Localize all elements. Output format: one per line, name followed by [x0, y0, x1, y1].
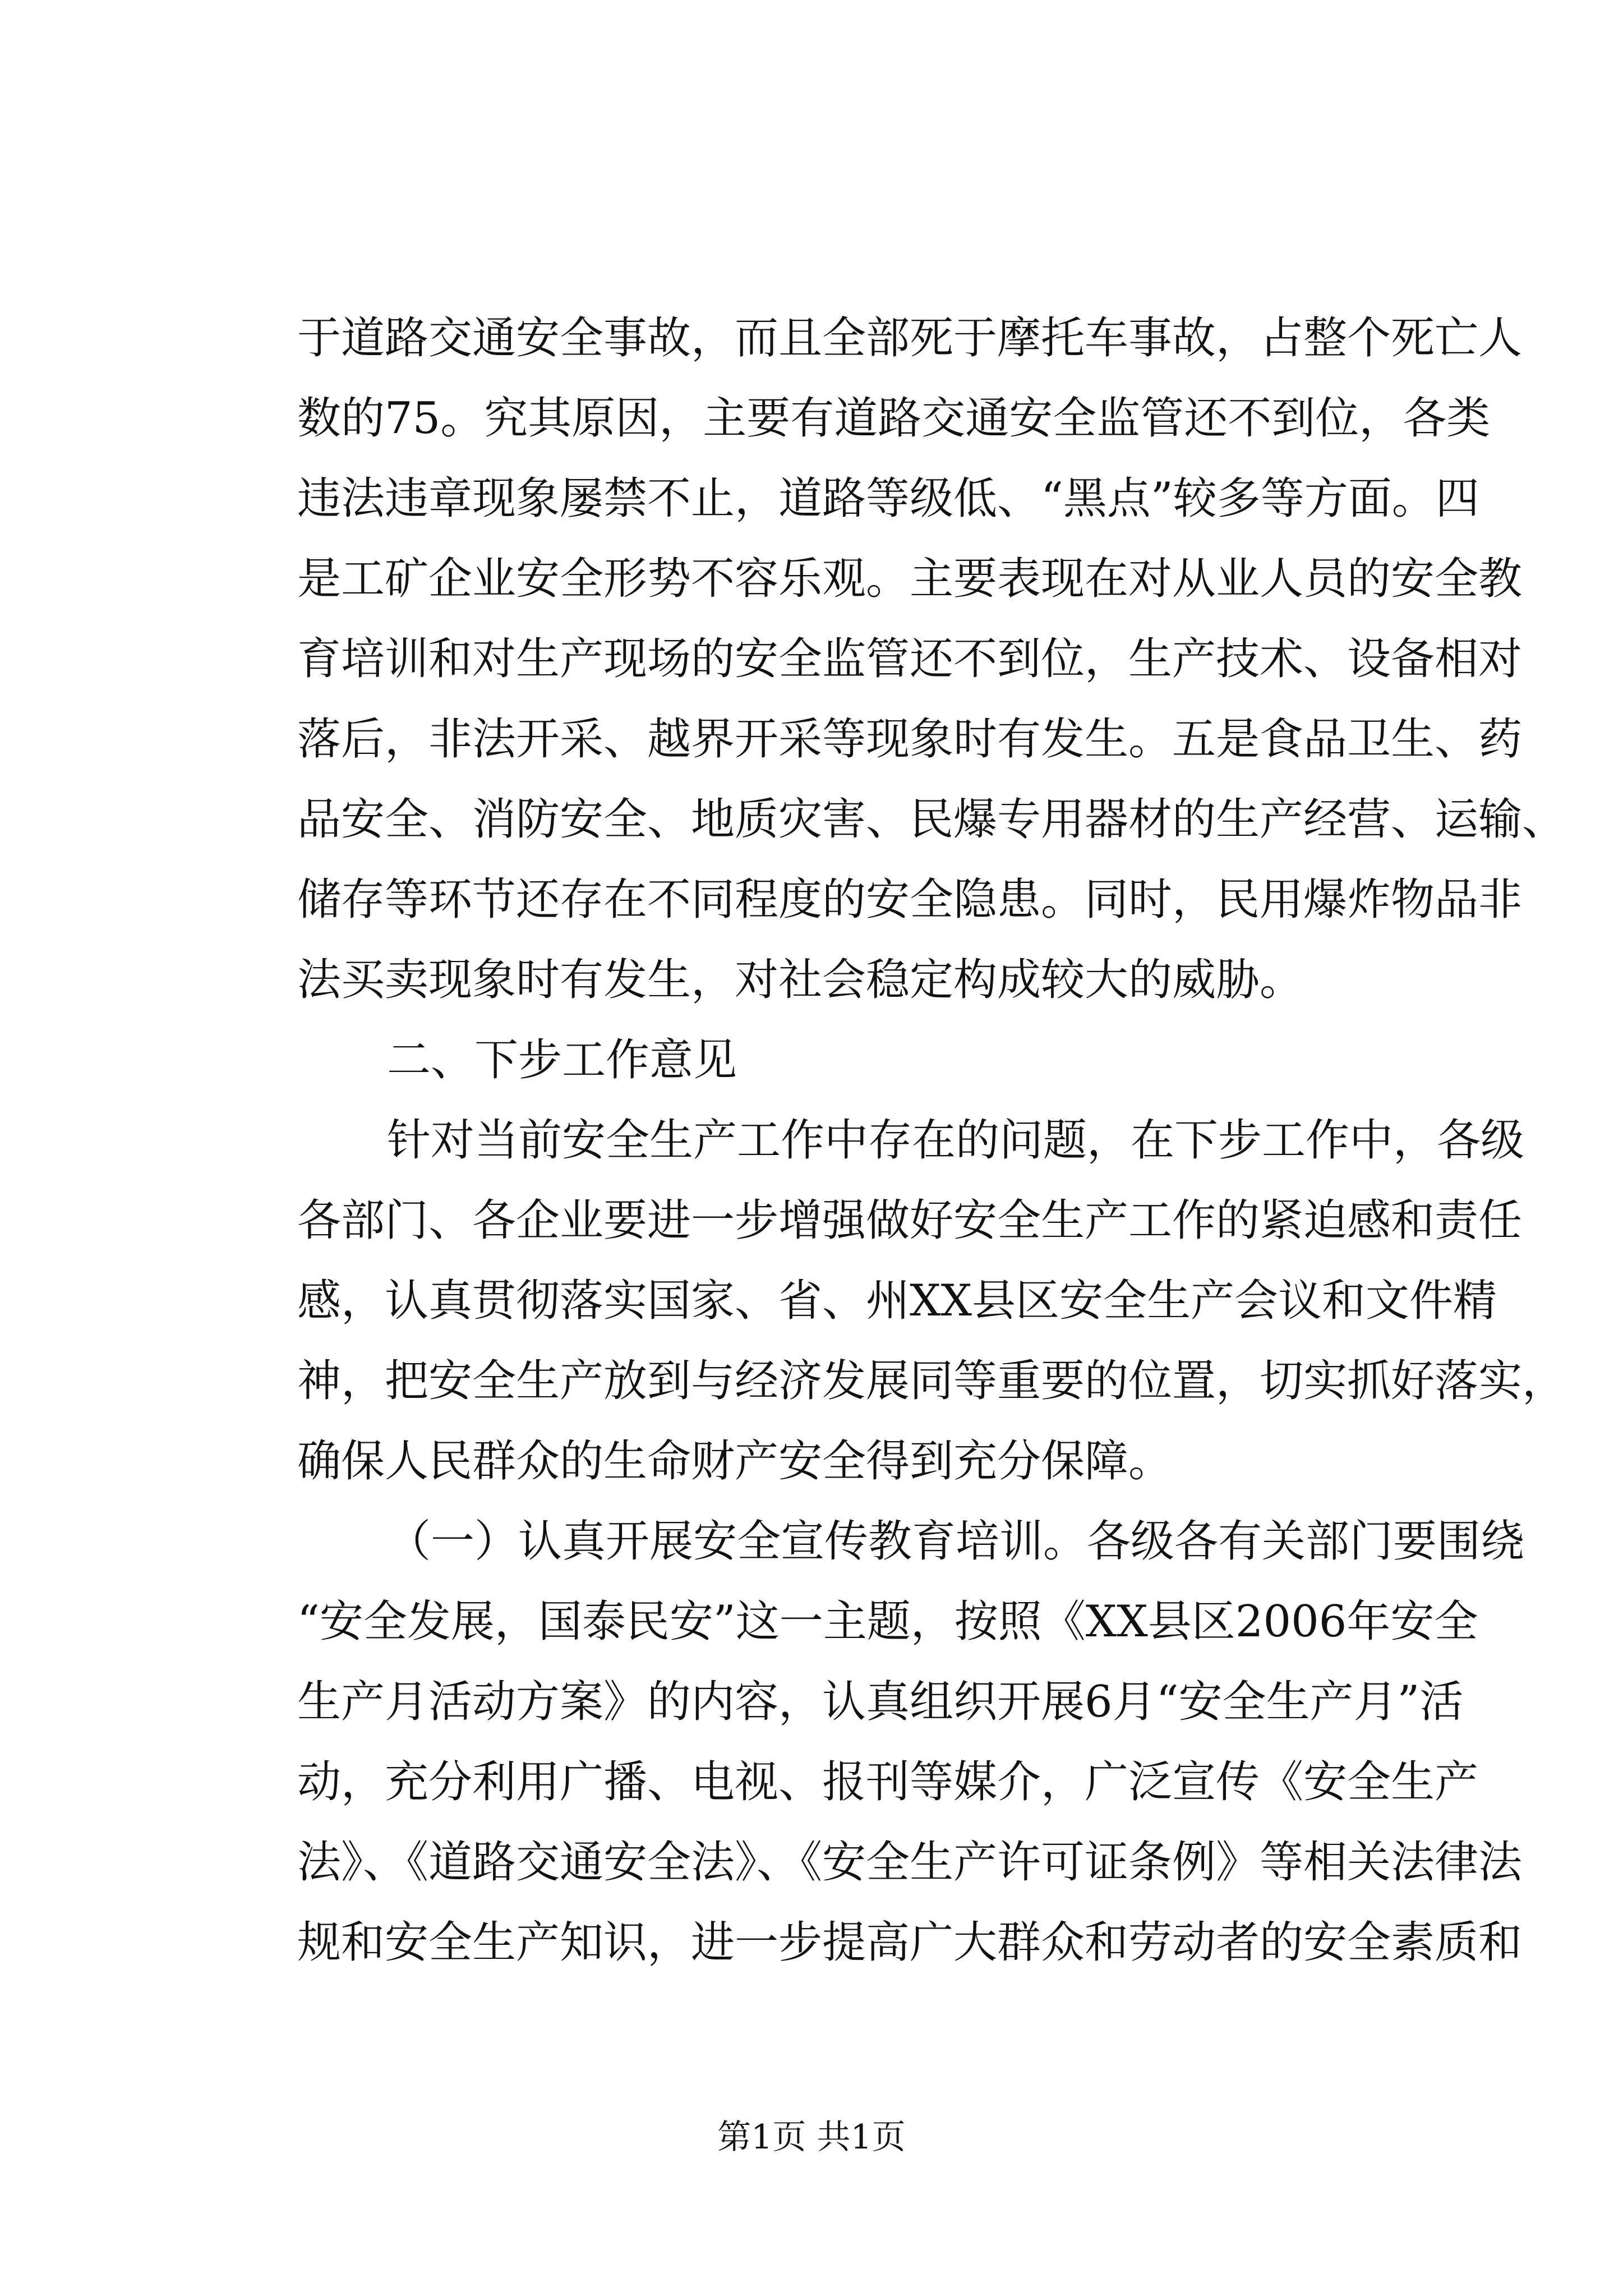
text-line: 法》、《道路交通安全法》、《安全生产许可证条例》等相关法律法: [297, 1837, 1523, 1888]
text-line: 违法违章现象屡禁不止，道路等级低、“黑点”较多等方面。四: [297, 473, 1479, 524]
text-line: 数的75。究其原因，主要有道路交通安全监管还不到位，各类: [297, 393, 1491, 444]
body-text: [297, 298, 1566, 1983]
text-line: 针对当前安全生产工作中存在的问题，在下步工作中，各级: [387, 1115, 1525, 1166]
text-line: 育培训和对生产现场的安全监管还不到位，生产技术、设备相对: [297, 634, 1523, 684]
text-line: “安全发展，国泰民安”这一主题，按照《XX县区2006年安全: [297, 1596, 1478, 1647]
text-line: 储存等环节还存在不同程度的安全隐患。同时，民用爆炸物品非: [297, 875, 1523, 925]
text-line: 动，充分利用广播、电视、报刊等媒介，广泛宣传《安全生产: [297, 1757, 1479, 1807]
text-line: 确保人民群众的生命财产安全得到充分保障。: [297, 1436, 1173, 1487]
text-line: 各部门、各企业要进一步增强做好安全生产工作的紧迫感和责任: [297, 1195, 1523, 1246]
section-heading: 二、下步工作意见: [387, 1035, 737, 1085]
text-line: 是工矿企业安全形势不容乐观。主要表现在对从业人员的安全教: [297, 554, 1523, 604]
page-footer: 第1页 共1页: [717, 2118, 906, 2157]
text-line: 神，把安全生产放到与经济发展同等重要的位置，切实抓好落实，: [297, 1356, 1566, 1406]
text-line: 规和安全生产知识，进一步提高广大群众和劳动者的安全素质和: [297, 1917, 1523, 1968]
text-line: 生产月活动方案》的内容，认真组织开展6月“安全生产月”活: [297, 1677, 1464, 1727]
text-line: 于道路交通安全事故，而且全部死于摩托车事故，占整个死亡人: [297, 313, 1523, 364]
text-line: 法买卖现象时有发生，对社会稳定构成较大的威胁。: [297, 955, 1304, 1005]
text-line: 感，认真贯彻落实国家、省、州XX县区安全生产会议和文件精: [297, 1276, 1497, 1326]
subsection-heading-line: （一）认真开展安全宣传教育培训。各级各有关部门要围绕: [387, 1516, 1525, 1567]
text-line: 品安全、消防安全、地质灾害、民爆专用器材的生产经营、运输、: [297, 794, 1566, 845]
text-line: 落后，非法开采、越界开采等现象时有发生。五是食品卫生、药: [297, 714, 1523, 765]
